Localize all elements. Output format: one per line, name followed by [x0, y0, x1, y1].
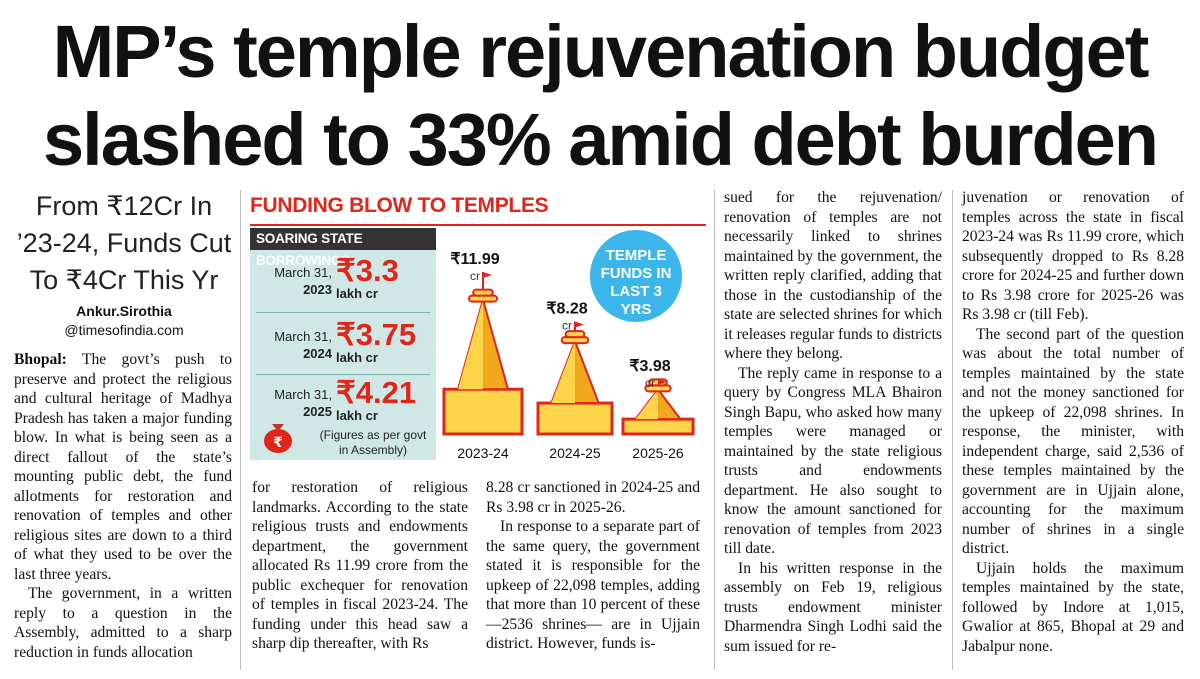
money-bag-icon — [260, 418, 296, 454]
badge-line: FUNDS IN — [600, 265, 672, 282]
headline-line-1: MP’s temple rejuvenation budget — [52, 10, 1148, 93]
deck — [14, 188, 234, 299]
borrowings-heading: SOARING STATE BORROWINGS — [250, 228, 436, 250]
borrowing-year: 2025 — [303, 404, 332, 419]
temple-funds-badge — [590, 230, 682, 322]
fund-value-label: ₹3.98 — [629, 357, 671, 375]
fund-value-label: ₹11.99 — [450, 251, 500, 268]
paragraph: sued for the rejuvenation/ renovation of temples are not necessarily linked to shrines maintained by the government, the written reply clarified, adding that those in the custodianship of the state are selected shrines for which it releases regular funds to districts where they belong. — [724, 189, 942, 362]
fund-unit-label: cr — [562, 318, 572, 333]
paragraph: The second part of the question was about the total number of temples maintained by the state and not the money sanctioned for the upkeep of 22,098 shrines. In response, the minister, with independent charge, said 2,536 of these temples maintained by the government are in Ujjain alone, accounting for the maximum number of shrines in a single district. — [962, 325, 1184, 557]
column-rule — [714, 190, 715, 670]
dateline: Bhopal: — [14, 351, 67, 368]
borrowing-unit: lakh cr — [336, 286, 378, 301]
borrowing-unit: lakh cr — [336, 408, 378, 423]
temple-base — [444, 389, 522, 434]
temple-base — [623, 419, 693, 434]
svg-text:₹: ₹ — [273, 435, 283, 451]
borrowing-year: 2024 — [303, 346, 332, 361]
paragraph: In response to a separate part of the same query, the government stated it is responsible for the upkeep of 22,098 temples, adding that more than 10 percent of these —2536 shrines— are in Ujjain district. However, funds is- — [486, 518, 700, 652]
borrowing-amount: ₹3.3 — [336, 253, 399, 288]
borrowing-date: March 31, — [274, 265, 332, 280]
fund-year-label: 2025-26 — [632, 445, 684, 461]
borrowings-panel — [250, 228, 436, 460]
badge-line: LAST 3 — [610, 283, 662, 300]
author-handle: @timesofindia.com — [64, 322, 184, 338]
borrowing-amount: ₹4.21 — [336, 375, 417, 410]
borrowing-amount: ₹3.75 — [336, 317, 417, 352]
headline-line-2: slashed to 33% amid debt burden — [42, 98, 1157, 181]
paragraph: The govt’s push to preserve and protect the religious and cultural heritage of Madhya Pradesh has taken a major funding blow. In what is being seen as a direct fallout of the state’s mounting public debt, the fund allotments for restoration and renovation of temples and other religious sites are down to a third of what they used to be over the last three years. — [14, 351, 232, 583]
deck-line: From ₹12Cr In — [35, 191, 213, 221]
figures-note: (Figures as per govt in Assembly) — [319, 428, 427, 457]
borrowing-year: 2023 — [303, 282, 332, 297]
temple-flag — [483, 272, 492, 278]
borrowing-date: March 31, — [274, 387, 332, 402]
column-3 — [486, 478, 700, 654]
column-2 — [252, 478, 468, 654]
deck-line: ’23-24, Funds Cut — [16, 228, 232, 258]
infographic — [248, 194, 710, 466]
graphic-title-rule — [250, 224, 706, 226]
byline — [14, 302, 234, 340]
badge-line: YRS — [620, 301, 652, 318]
borrowing-row — [250, 252, 436, 310]
paragraph: for restoration of religious landmarks. According to the state religious trusts and endowments department, the government allocated Rs 11.99 crore from the public exchequer for renovation of temples in fiscal 2023-24. The funding under this head saw a sharp dip thereafter, with Rs — [252, 479, 468, 652]
fund-year-label: 2024-25 — [549, 445, 601, 461]
temple-flag — [575, 322, 584, 328]
paragraph: Ujjain holds the maximum temples maintained by the state, followed by Indore at 1,015, Gwalior at 865, Bhopal at 29 and Jabalpur none. — [962, 559, 1184, 655]
paragraph: juvenation or renovation of temples across the state in fiscal 2023-24 was Rs 11.99 crore, which subsequently dropped to Rs 8.28 crore for 2024-25 and further down to Rs 3.98 crore for 2025-26 was Rs 3.98 cr (till Feb). — [962, 189, 1184, 323]
column-rule — [952, 190, 953, 670]
fund-value-label: ₹8.28 — [546, 300, 588, 318]
paragraph: The reply came in response to a query by Congress MLA Bhairon Singh Bapu, who asked how many temples were managed or maintained by the state religious trusts and endowments department. He also sought to know the amount sanctioned for renovation of temples from 2023 till date. — [724, 364, 942, 557]
fund-unit-label: cr — [470, 269, 480, 283]
author-name: Ankur.Sirothia — [76, 303, 172, 319]
paragraph: 8.28 cr sanctioned in 2024-25 and Rs 3.98 cr in 2025-26. — [486, 479, 700, 516]
fund-year-label: 2023-24 — [457, 445, 509, 461]
divider — [256, 312, 430, 313]
temple-crown-tier — [473, 290, 493, 296]
temple-spire-highlight — [458, 300, 483, 390]
borrowing-row — [250, 316, 436, 374]
column-rule — [240, 190, 241, 670]
column-1 — [14, 350, 232, 662]
badge-line: TEMPLE — [605, 247, 667, 264]
paragraph: In his written response in the assembly on Feb 19, religious trusts endowment minister Dharmendra Singh Lodhi said the sum issued for re- — [724, 559, 942, 655]
borrowing-date: March 31, — [274, 329, 332, 344]
temple-base — [538, 403, 612, 434]
column-5 — [962, 188, 1184, 656]
graphic-title: FUNDING BLOW TO TEMPLES — [250, 194, 549, 217]
paragraph: The government, in a written reply to a question in the Assembly, admitted to a sharp reduction in funds allocation — [14, 585, 232, 661]
deck-line: To ₹4Cr This Yr — [29, 265, 219, 295]
borrowing-unit: lakh cr — [336, 350, 378, 365]
column-4 — [724, 188, 942, 656]
fund-unit-label: cr — [645, 375, 655, 390]
